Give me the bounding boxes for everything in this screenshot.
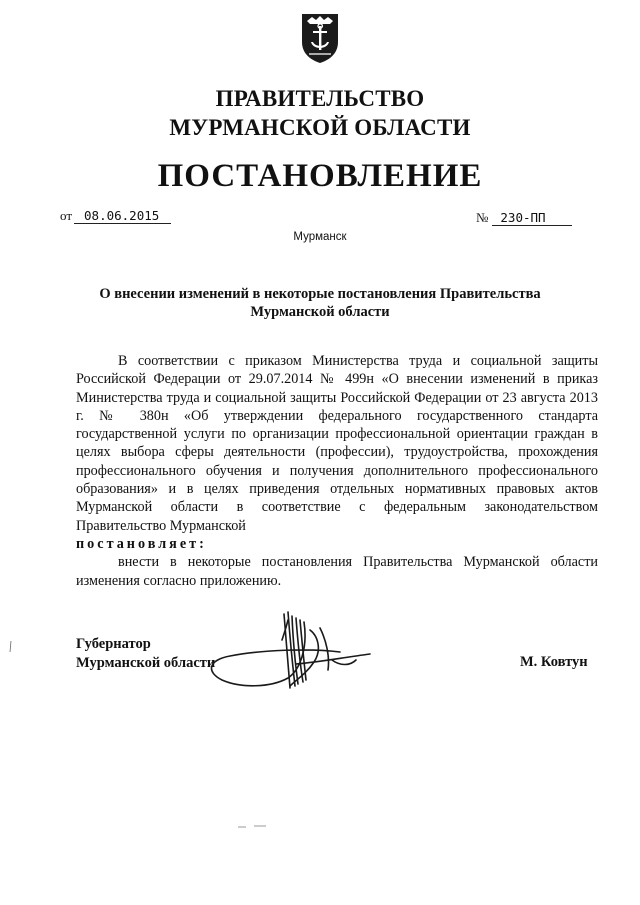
subject-line2: Мурманской области xyxy=(250,304,390,320)
subject-line1: О внесении изменений в некоторые постановления Правительства xyxy=(99,286,541,302)
government-title-line2: МУРМАНСКОЙ ОБЛАСТИ xyxy=(169,115,471,140)
signature-position xyxy=(76,635,215,673)
coat-of-arms-icon xyxy=(299,12,341,64)
scan-artifact xyxy=(236,824,272,830)
number-line xyxy=(476,210,572,226)
body-paragraph-2: внести в некоторые постановления Правительства Мурманской области изменения согласно приложению. xyxy=(76,554,598,589)
number-value: 230-ПП xyxy=(492,210,571,226)
handwritten-signature xyxy=(200,600,380,710)
government-title-line1: ПРАВИТЕЛЬСТВО xyxy=(215,86,425,111)
date-value: 08.06.2015 xyxy=(74,208,171,224)
government-title xyxy=(0,84,640,142)
document-type: ПОСТАНОВЛЕНИЕ xyxy=(157,158,483,194)
resolve-word: постановляет: xyxy=(76,535,207,552)
date-prefix: от xyxy=(60,208,73,223)
signatory-name: М. Ковтун xyxy=(520,654,588,670)
position-line1: Губернатор xyxy=(76,636,151,652)
city-name: Мурманск xyxy=(293,231,347,243)
date-line xyxy=(60,208,171,224)
scan-artifact xyxy=(8,640,14,654)
body-paragraph-1: В соответствии с приказом Министерства труда и социальной защиты Российской Федерации от 29.07.2014 № 499н «О внесении изменений в приказ Министерства труда и социальной защиты Российской Федерации от 23 августа 2013 г. № 380н «Об утверждении федерального государственного стандарта государственной услуги по организации профессиональной ориентации граждан в целях выбора сферы деятельности (профессии), трудоустройства, прохождения профессионального обучения и получения дополнительного профессионального образования» и в целях приведения отдельных нормативных правовых актов Мурманской области в соответствие с федеральным законодательством Правительство Мурманской xyxy=(76,353,598,534)
number-prefix: № xyxy=(476,210,489,225)
document-subject xyxy=(80,285,560,321)
position-line2: Мурманской области xyxy=(76,655,216,671)
document-body xyxy=(76,352,598,590)
